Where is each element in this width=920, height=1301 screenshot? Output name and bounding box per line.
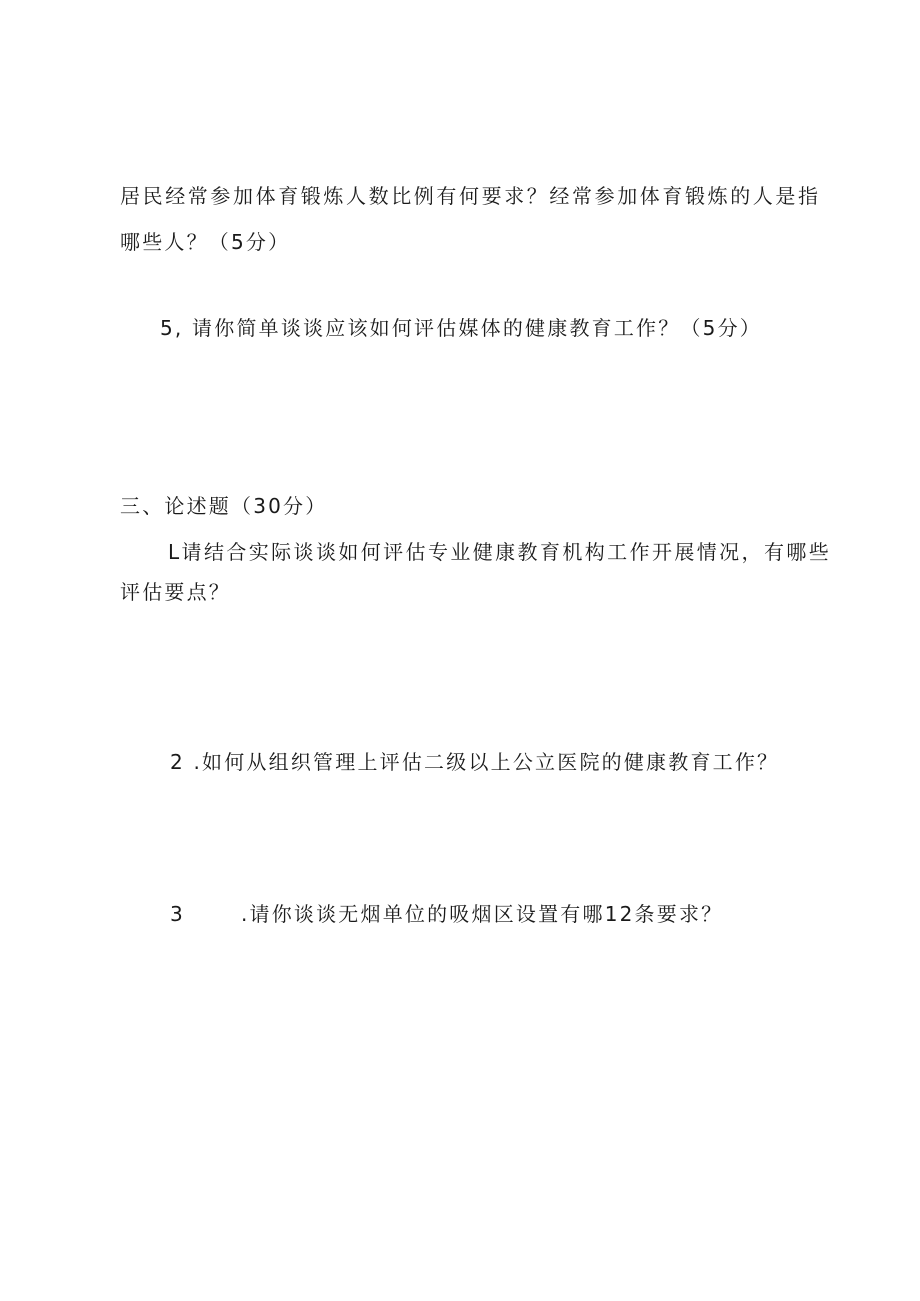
question-4-continuation-line-1: 居民经常参加体育锻炼人数比例有何要求？经常参加体育锻炼的人是指 <box>120 184 821 208</box>
essay-question-3 <box>170 904 723 924</box>
essay-question-3-number: 3 <box>170 902 185 926</box>
question-4-continuation-line-2: 哪些人？（5分） <box>120 230 291 254</box>
essay-question-1-line-1: L请结合实际谈谈如何评估专业健康教育机构工作开展情况，有哪些 <box>168 540 832 564</box>
essay-question-1-line-2: 评估要点？ <box>120 580 231 604</box>
section-3-heading: 三、论述题（30分） <box>120 494 328 518</box>
essay-question-3-text: .请你谈谈无烟单位的吸烟区设置有哪12条要求？ <box>240 902 724 926</box>
question-5: 5, 请你简单谈谈应该如何评估媒体的健康教育工作？（5分） <box>160 316 762 340</box>
essay-question-2: 2 .如何从组织管理上评估二级以上公立医院的健康教育工作？ <box>170 750 780 774</box>
